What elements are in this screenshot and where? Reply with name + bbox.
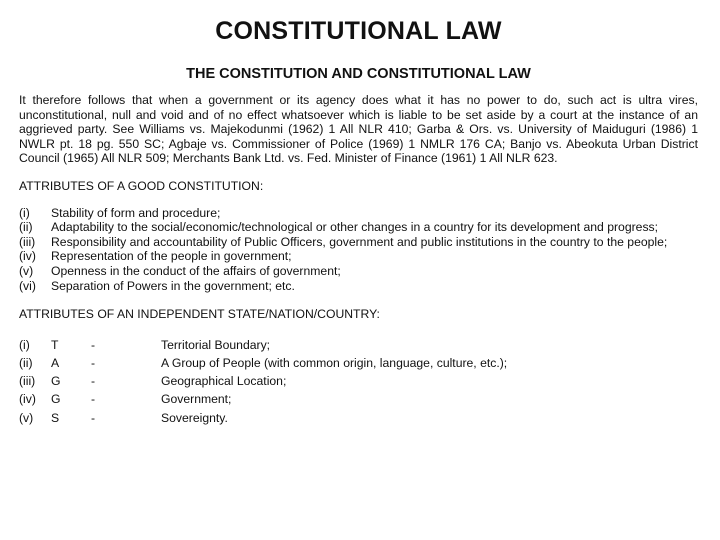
list-item <box>19 249 698 264</box>
page-title: CONSTITUTIONAL LAW <box>215 17 502 45</box>
list-item <box>19 372 698 390</box>
list-item <box>19 390 698 408</box>
independent-state-heading: ATTRIBUTES OF AN INDEPENDENT STATE/NATION/COUNTRY: <box>19 307 380 322</box>
item-number: (vi) <box>19 278 36 293</box>
item-text: Adaptability to the social/economic/technological or other changes in a country for its development and progress; <box>51 220 659 235</box>
item-letter: S <box>51 410 60 425</box>
item-letter: A <box>51 355 60 370</box>
list-item <box>19 409 698 427</box>
item-number: (ii) <box>19 355 33 370</box>
item-number: (iii) <box>19 234 36 249</box>
item-dash: - <box>91 355 96 370</box>
list-item <box>19 220 698 235</box>
item-text: A Group of People (with common origin, language, culture, etc.); <box>161 355 508 370</box>
section-subtitle: THE CONSTITUTION AND CONSTITUTIONAL LAW <box>186 66 531 82</box>
item-text: Representation of the people in government; <box>51 249 292 264</box>
independent-state-list <box>19 336 698 427</box>
item-text: Sovereignty. <box>161 410 228 425</box>
good-constitution-list <box>19 206 698 294</box>
item-number: (v) <box>19 263 34 278</box>
item-text: Geographical Location; <box>161 374 287 389</box>
list-item <box>19 235 698 250</box>
item-number: (ii) <box>19 220 33 235</box>
list-item <box>19 354 698 372</box>
item-dash: - <box>91 374 96 389</box>
list-item <box>19 264 698 279</box>
item-number: (iv) <box>19 249 36 264</box>
list-item <box>19 336 698 354</box>
item-text: Government; <box>161 392 232 407</box>
item-number: (i) <box>19 205 30 220</box>
item-text: Stability of form and procedure; <box>51 205 221 220</box>
item-text: Responsibility and accountability of Public Officers, government and public institutions in the country to the people; <box>51 234 668 249</box>
list-item <box>19 206 698 221</box>
item-text: Separation of Powers in the government; etc. <box>51 278 295 293</box>
item-letter: G <box>51 392 61 407</box>
item-number: (iii) <box>19 374 36 389</box>
item-text: Territorial Boundary; <box>161 337 271 352</box>
item-number: (i) <box>19 337 30 352</box>
item-number: (v) <box>19 410 34 425</box>
item-letter: T <box>51 337 59 352</box>
list-item <box>19 279 698 294</box>
item-letter: G <box>51 374 61 389</box>
item-dash: - <box>91 410 96 425</box>
item-text: Openness in the conduct of the affairs of government; <box>51 263 341 278</box>
item-dash: - <box>91 392 96 407</box>
good-constitution-heading: ATTRIBUTES OF A GOOD CONSTITUTION: <box>19 178 264 193</box>
item-number: (iv) <box>19 392 36 407</box>
item-dash: - <box>91 337 96 352</box>
body-paragraph: It therefore follows that when a government or its agency does what it has no power to do, such act is ultra vires, unconstitutional, null and void and of no effect whatsoever which is liable to be set aside by a court at the instance of an aggrieved party. See Williams vs. Majekodunmi (1962) 1 All NLR 410; Garba & Ors. vs. University of Maiduguri (1986) 1 NWLR pt. 18 pg. 550 SC; Agbaje vs. Commissioner of Police (1969) 1 NMLR 176 CA; Banjo vs. Abeokuta Urban District Council (1965) All NLR 509; Merchants Bank Ltd. vs. Fed. Minister of Finance (1961) 1 All NLR 623. <box>19 93 698 166</box>
